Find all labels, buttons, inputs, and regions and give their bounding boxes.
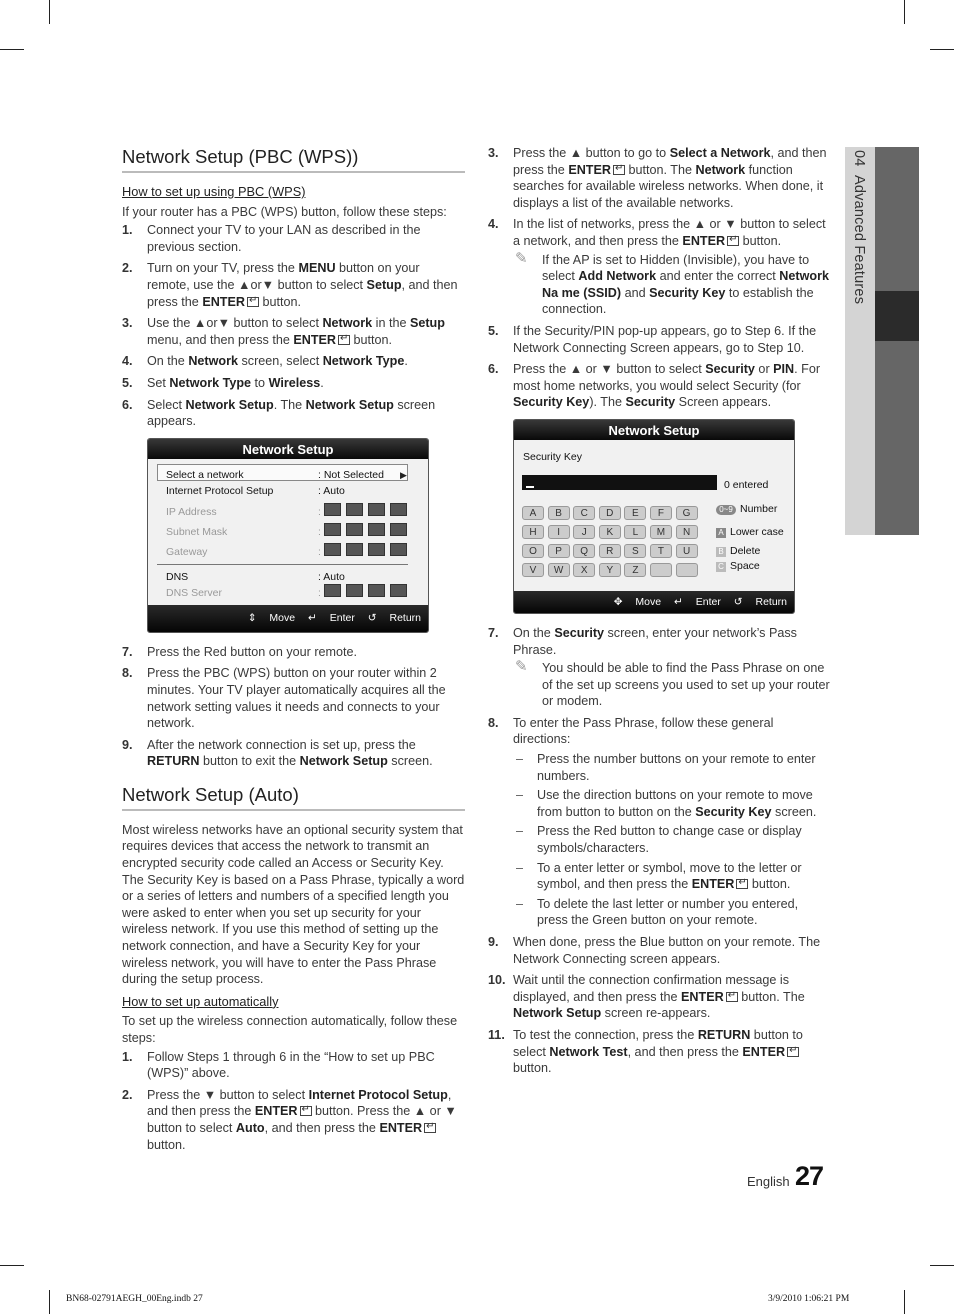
move-hint: ⇕ Move <box>247 611 296 624</box>
security-key-label: Security Key <box>523 450 582 463</box>
crop-mark <box>0 1265 24 1266</box>
screen-title: Network Setup <box>148 439 428 459</box>
enter-icon <box>727 236 739 246</box>
number-button-icon: 0~9 <box>716 505 736 515</box>
key[interactable]: S <box>624 544 646 558</box>
step-item: 2. Turn on your TV, press the MENU button on your remote, use the ▲or▼ button to select Setup, and then press the ENTER↵ button. <box>122 260 465 310</box>
key[interactable]: G <box>676 506 698 520</box>
option-space: C Space <box>716 558 760 575</box>
step-item: 8. Press the PBC (WPS) button on your router within 2 minutes. Your TV player automatically acquires all the network setting values it needs and connects to your network. <box>122 666 446 731</box>
enter-icon <box>300 1106 312 1116</box>
crop-mark <box>904 0 905 24</box>
key[interactable]: E <box>624 506 646 520</box>
keyboard-row <box>522 561 701 578</box>
chapter-tab-marker <box>875 291 919 341</box>
enter-icon <box>736 879 748 889</box>
green-button-icon: B <box>716 547 726 557</box>
yellow-button-icon: C <box>716 562 726 572</box>
step-item: 2. Press the ▼ button to select Internet Protocol Setup, and then press the ENTER↵ button. Press the ▲ or ▼ button to select Auto, and then press the ENTER↵ button. <box>122 1087 465 1153</box>
key[interactable]: R <box>599 544 621 558</box>
intro-text: If your router has a PBC (WPS) button, follow these steps: <box>122 204 447 219</box>
chapter-tab-strip <box>875 147 919 535</box>
step-item: 6. Press the ▲ or ▼ button to select Security or PIN. For most home networks, you would select Security (for Security Key). The Security Screen appears. <box>488 362 821 410</box>
key[interactable]: Y <box>599 563 621 577</box>
enter-icon <box>613 165 625 175</box>
menu-value: : <box>318 505 321 518</box>
gateway-fields <box>324 543 412 561</box>
step-item: 9. When done, press the Blue button on your remote. The Network Connecting screen appears. <box>488 935 821 966</box>
note-pencil-icon: ✎ <box>515 658 528 676</box>
steps-list <box>122 222 465 430</box>
language-label: English <box>747 1174 790 1189</box>
section-heading: Network Setup (Auto) <box>122 784 465 811</box>
step-item: 5. If the Security/PIN pop-up appears, go to Step 6. If the Network Connecting Screen appears, go to Step 10. <box>488 323 817 355</box>
enter-hint: ↵ Enter <box>674 595 721 608</box>
left-column <box>122 142 465 1158</box>
menu-value: : Auto <box>318 484 345 497</box>
crop-mark <box>930 49 954 50</box>
divider <box>157 564 408 565</box>
key[interactable]: U <box>676 544 698 558</box>
section-heading: Network Setup (PBC (WPS)) <box>122 146 465 173</box>
step-item: 8. To enter the Pass Phrase, follow these general directions: – Press the number buttons on your remote to enter numbers. – Use the direction buttons on your remote to move from button to button on the Security Key screen. – Press the Red button to change case or display symbols/characters. – To a enter letter or symbol, move to the letter or symbol, and then press the ENTER↵ button. – To delete the last letter or number you entered, press the Green button on your remote. <box>488 715 831 929</box>
right-arrow-icon: ▶ <box>400 469 407 480</box>
keyboard-row <box>522 542 701 559</box>
red-button-icon: A <box>716 528 726 538</box>
menu-row-dns[interactable]: DNS <box>166 570 189 583</box>
screen-footer <box>514 591 794 613</box>
network-setup-screen <box>147 438 429 633</box>
key[interactable]: K <box>599 525 621 539</box>
menu-value: : <box>318 525 321 538</box>
note: ✎ If the AP is set to Hidden (Invisible), you have to select Add Network and enter the correct Network Na me (SSID) and Security Key to establish the connection. <box>515 249 829 317</box>
key[interactable] <box>650 563 672 577</box>
body-text: Most wireless networks have an optional security system that requires devices that access the network to transmit an encrypted security code called an Access or Security Key. The Security Key is based on a Pass Phrase, typically a word or a series of letters and numbers of a specified length you were asked to enter when you set up security for your wireless network. If you use this method of setting up the network connection, and have a Security Key for your wireless network, you will have to enter the Pass Phrase during the setup process. <box>122 822 465 987</box>
key[interactable]: A <box>522 506 544 520</box>
return-hint: ↺ Return <box>733 595 787 608</box>
step-item: 10. Wait until the connection confirmation message is displayed, and then press the ENTER↵ button. The Network Setup screen re-appears. <box>488 972 831 1022</box>
step-item: 7. Press the Red button on your remote. <box>122 644 358 659</box>
keyboard-row <box>522 523 701 540</box>
dash-item: – To a enter letter or symbol, move to the letter or symbol, and then press the ENTER↵ button. <box>513 860 831 893</box>
enter-icon <box>338 335 350 345</box>
key[interactable]: X <box>573 563 595 577</box>
key[interactable]: V <box>522 563 544 577</box>
step-item: 4. In the list of networks, press the ▲ or ▼ button to select a network, and then press the ENTER↵ button. ✎ If the AP is set to Hidden (Invisible), you have to select Add Network and enter the correct Network Na me (SSID) and Security Key to establish the connection. <box>488 216 831 318</box>
step-item: 3. Press the ▲ button to go to Select a Network, and then press the ENTER↵ button. The Network function searches for available wireless networks. When done, it displays a list of the available networks. <box>488 145 831 211</box>
enter-hint: ↵ Enter <box>308 611 355 624</box>
step-item: 5. Set Network Type to Wireless. <box>122 375 324 390</box>
menu-value: : <box>318 545 321 558</box>
dash-item: – Press the number buttons on your remote to enter numbers. <box>516 752 816 783</box>
chapter-tab-label: 04 Advanced Features <box>851 150 867 305</box>
key[interactable]: B <box>548 506 570 520</box>
print-filename: BN68-02791AEGH_00Eng.indb 27 <box>66 1294 203 1304</box>
entered-count: 0 entered <box>724 478 769 491</box>
subheading: How to set up using PBC (WPS) <box>122 184 306 199</box>
step-item: 11. To test the connection, press the RETURN button to select Network Test, and then press the ENTER↵ button. <box>488 1027 831 1077</box>
steps-list <box>488 145 831 411</box>
key[interactable]: F <box>650 506 672 520</box>
subnet-fields <box>324 523 412 541</box>
steps-list <box>488 625 831 1077</box>
crop-mark <box>0 49 24 50</box>
key[interactable]: N <box>676 525 698 539</box>
menu-row-gateway: Gateway <box>166 545 208 558</box>
enter-icon <box>424 1123 436 1133</box>
dash-item: – To delete the last letter or number you entered, press the Green button on your remote. <box>516 896 799 928</box>
enter-icon <box>247 297 259 307</box>
menu-value: : Auto <box>318 570 345 583</box>
step-item: 3. Use the ▲or▼ button to select Network in the Setup menu, and then press the ENTER↵ button. <box>122 315 465 348</box>
note: ✎ You should be able to find the Pass Phrase on one of the set up screens you used to set up your router or modem. <box>515 658 830 709</box>
return-hint: ↺ Return <box>367 611 421 624</box>
key[interactable]: Z <box>624 563 646 577</box>
security-key-screen <box>513 419 795 614</box>
steps-list <box>122 644 465 770</box>
crop-mark <box>49 0 50 24</box>
option-lower-case: A Lower case <box>716 524 784 541</box>
screen-title: Network Setup <box>514 420 794 440</box>
key[interactable] <box>676 563 698 577</box>
steps-list <box>122 1049 465 1154</box>
key[interactable]: H <box>522 525 544 539</box>
key[interactable]: D <box>599 506 621 520</box>
security-key-input[interactable] <box>522 475 717 490</box>
crop-mark <box>930 1265 954 1266</box>
menu-row-ip-setup[interactable]: Internet Protocol Setup <box>166 484 274 497</box>
key[interactable]: P <box>548 544 570 558</box>
key[interactable]: W <box>548 563 570 577</box>
key[interactable]: J <box>573 525 595 539</box>
option-delete: B Delete <box>716 543 760 560</box>
dash-item: – Use the direction buttons on your remote to move from button to button on the Security Key screen. <box>516 788 817 819</box>
step-item: 1. Connect your TV to your LAN as described in the previous section. <box>122 223 421 254</box>
note-pencil-icon: ✎ <box>515 249 528 267</box>
step-item: 7. On the Security screen, enter your network’s Pass Phrase. ✎ You should be able to find the Pass Phrase on one of the set up screens you used to set up your router or modem. <box>488 625 830 709</box>
print-timestamp: 3/9/2010 1:06:21 PM <box>768 1294 850 1304</box>
key[interactable]: Q <box>573 544 595 558</box>
step-item: 4. On the Network screen, select Network Type. <box>122 354 408 369</box>
crop-mark <box>904 1290 905 1314</box>
keyboard-row <box>522 504 701 521</box>
key[interactable]: L <box>624 525 646 539</box>
crop-mark <box>49 1290 50 1314</box>
dash-list <box>513 751 831 929</box>
enter-icon <box>787 1047 799 1057</box>
key[interactable]: O <box>522 544 544 558</box>
menu-row-dns-server: DNS Server <box>166 586 223 599</box>
screen-footer <box>148 605 428 632</box>
key[interactable]: C <box>573 506 595 520</box>
right-column <box>488 145 831 1082</box>
step-item: 9. After the network connection is set up, press the RETURN button to exit the Network Setup screen. <box>122 737 433 769</box>
step-item: 6. Select Network Setup. The Network Setup screen appears. <box>122 397 436 429</box>
page-number: 27 <box>795 1161 824 1191</box>
subheading: How to set up automatically <box>122 993 279 1009</box>
dns-server-fields <box>324 584 412 602</box>
menu-row-subnet: Subnet Mask <box>166 525 228 538</box>
intro-text: To set up the wireless connection automatically, follow these steps: <box>122 1014 458 1045</box>
menu-value: : <box>318 586 321 599</box>
option-number: 0~9 Number <box>716 501 777 518</box>
key[interactable]: I <box>548 525 570 539</box>
ip-address-fields <box>324 503 412 521</box>
key[interactable]: M <box>650 525 672 539</box>
menu-value: : Not Selected <box>318 468 384 481</box>
key[interactable]: T <box>650 544 672 558</box>
menu-row-select-network[interactable]: Select a network <box>166 468 244 481</box>
move-hint: ✥ Move <box>613 595 662 608</box>
dash-item: – Press the Red button to change case or display symbols/characters. <box>516 824 802 856</box>
enter-icon <box>726 992 738 1002</box>
menu-row-ip-address: IP Address <box>166 505 217 518</box>
step-item: 1. Follow Steps 1 through 6 in the “How to set up PBC (WPS)” above. <box>122 1049 435 1081</box>
